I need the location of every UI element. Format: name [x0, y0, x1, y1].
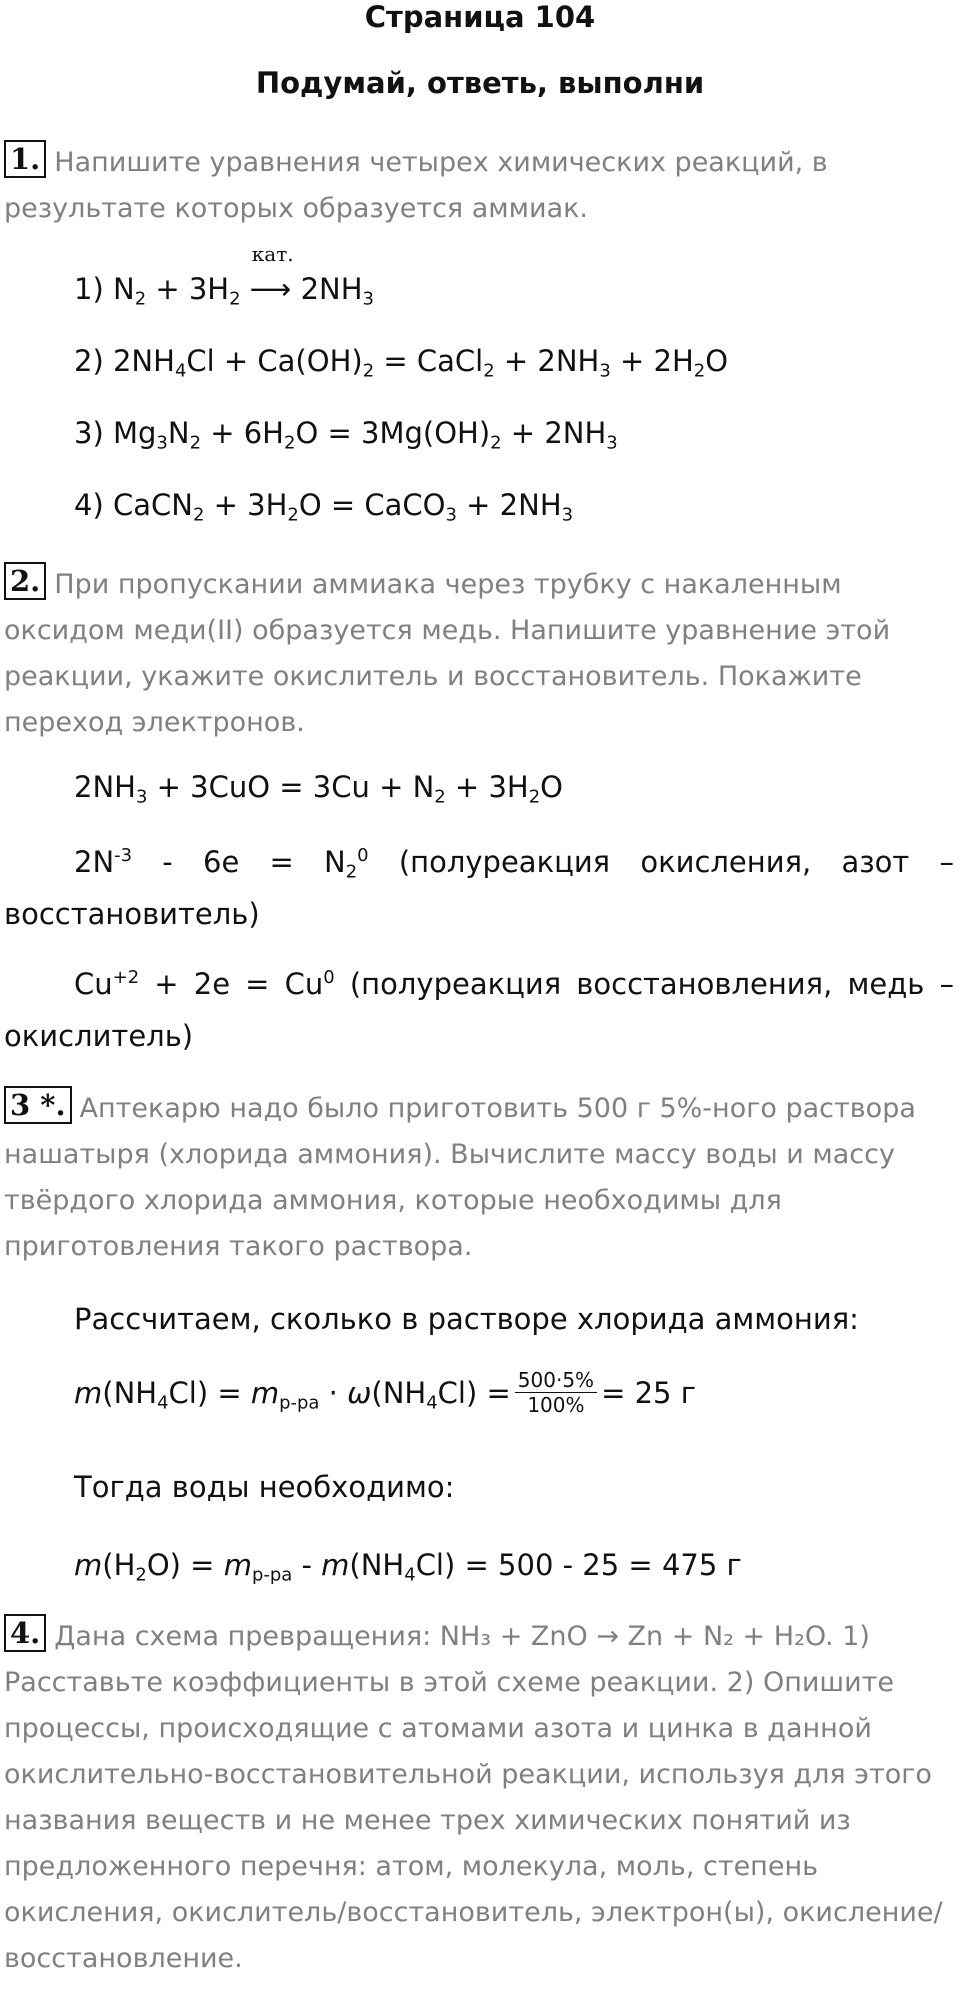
- formula-nh4cl: $m(NH_4Cl) = m_{р-ра} \cdot \omega(NH_4Cl)$ = $\frac{500\cdot 5\%}{100\%}$ = 25 г: [74, 1368, 696, 1417]
- equation-1: 1) $N_2 + 3H_2$ кат. ⟶ $2NH_3$: [74, 242, 374, 310]
- oxidation-note: (полуреакция окисления, азот – восстановитель): [4, 845, 955, 931]
- task-4-text: Дана схема превращения: NH₃ + ZnO → Zn + N₂ + H₂O. 1) Расставьте коэффициенты в этой схеме реакции. 2) Опишите процессы, происходящие с атомами азота и цинка в данной окислительно-восстановительной реакции, используя для этого названия веществ и не менее трех химических понятий из предложенного перечня: атом, молекула, моль, степень окисления, окислитель/восстановитель, электрон(ы), окисление/восстановление.: [4, 1621, 943, 1974]
- half-reaction-oxidation: $2N^{-3} - 6e = N_2^0$ (полуреакция окисления, азот – восстановитель): [4, 845, 955, 931]
- fraction-numerator: 500·5%: [515, 1368, 597, 1393]
- task-2-number: 2.: [4, 562, 46, 600]
- step-2-text: Тогда воды необходимо:: [74, 1470, 455, 1504]
- equation-4: 4) CaCN$_2$ + $3H_2O$ = CaCO$_3$ + $2NH_3$: [74, 488, 574, 526]
- task-1-question: [4, 140, 956, 232]
- task-3-text: Аптекарю надо было приготовить 500 г 5%-ного раствора нашатыря (хлорида аммония). Вычислите массу воды и массу твёрдого хлорида аммония, которые необходимы для приготовления такого раствора.: [4, 1093, 916, 1262]
- task-3-question: [4, 1086, 956, 1270]
- step-1-text: Рассчитаем, сколько в растворе хлорида аммония:: [74, 1302, 859, 1336]
- task-2-question: [4, 562, 956, 746]
- equation-2: 2) $2NH_4Cl + Ca(OH)_2$ = CaCl$_2$ + $2NH_3 + 2H_2O$: [74, 344, 729, 382]
- section-title: Подумай, ответь, выполни: [255, 66, 705, 100]
- equation-cuo: $2NH_3 + 3CuO = 3Cu + N_2 + 3H_2O$: [74, 770, 563, 808]
- task-1-text: Напишите уравнения четырех химических реакций, в результате которых образуется аммиак.: [4, 147, 828, 224]
- task-4-question: [4, 1614, 956, 1982]
- catalyst-label: кат.: [251, 242, 294, 266]
- fraction-denominator: 100%: [527, 1393, 585, 1417]
- page-title: Страница 104: [364, 0, 596, 34]
- formula-water: $m(H_2O) = m_{р-ра} - m(NH_4Cl) = 500 - 25 = 475$ г: [74, 1548, 742, 1586]
- task-1-number: 1.: [4, 140, 46, 178]
- equation-3: 3) $Mg_3N_2 + 6H_2O = 3Mg(OH)_2 + 2NH_3$: [74, 416, 618, 454]
- reduction-note: (полуреакция восстановления, медь – окислитель): [4, 967, 954, 1053]
- arrow-icon: ⟶: [249, 272, 292, 306]
- task-3-number: 3 *.: [4, 1086, 72, 1124]
- half-reaction-reduction: $Cu^{+2} + 2e = Cu^0$ (полуреакция восстановления, медь – окислитель): [4, 967, 954, 1053]
- result-2: = 500 - 25 = 475 г: [464, 1548, 742, 1582]
- fraction: [515, 1368, 597, 1417]
- result-1: = 25 г: [601, 1375, 696, 1410]
- task-4-number: 4.: [4, 1614, 46, 1652]
- task-2-text: При пропускании аммиака через трубку с накаленным оксидом меди(II) образуется медь. Напишите уравнение этой реакции, укажите окислитель и восстановитель. Покажите переход электронов.: [4, 569, 891, 738]
- catalyst-arrow: [249, 242, 294, 306]
